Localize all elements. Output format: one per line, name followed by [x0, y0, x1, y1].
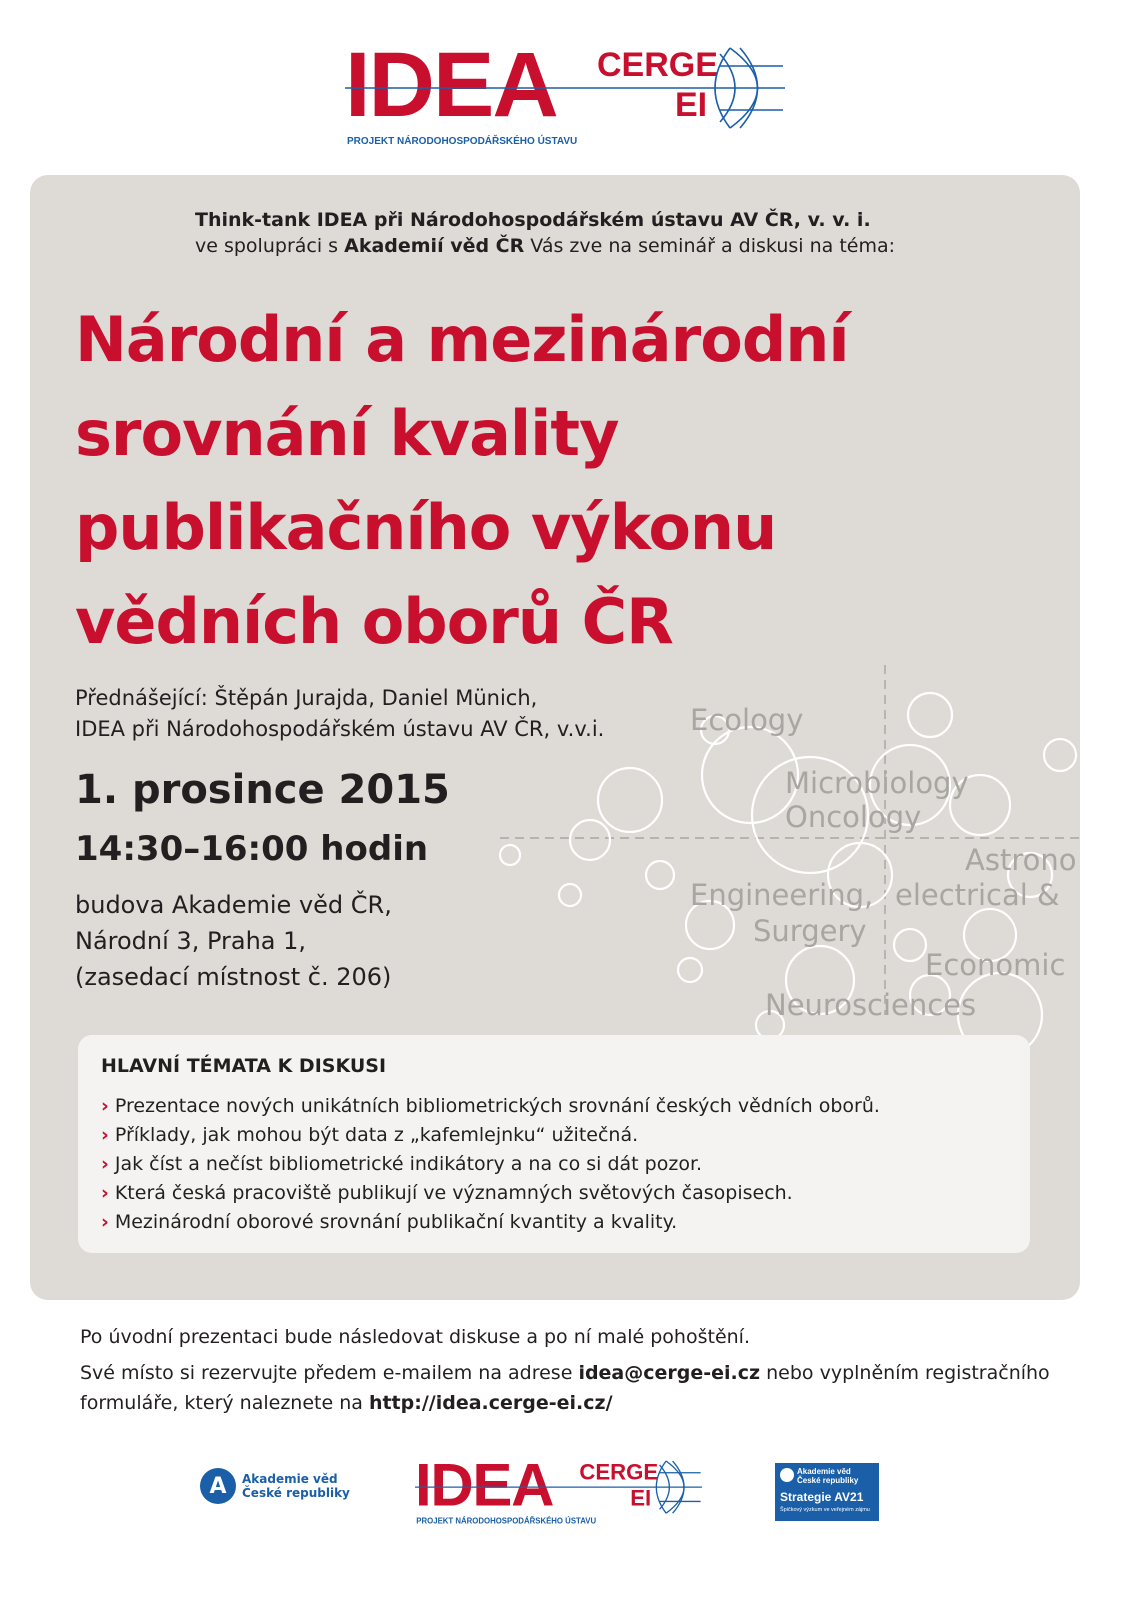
chevron-right-icon: › — [101, 1211, 109, 1233]
contact-email-link[interactable]: idea@cerge-ei.cz — [578, 1362, 761, 1384]
invitation-panel — [30, 175, 1080, 1300]
footer-info — [80, 1322, 1070, 1424]
list-item: › Příklady, jak mohou být data z „kafemlejnku“ užitečná. — [101, 1124, 639, 1146]
topics-list — [101, 1092, 880, 1237]
strategy-av21-logo — [775, 1463, 879, 1521]
registration-url-link[interactable]: http://idea.cerge-ei.cz/ — [368, 1392, 613, 1414]
field-economics: Economic — [925, 948, 1066, 982]
field-microbiology: Microbiology — [785, 766, 969, 800]
field-engineering: Engineering, — [690, 878, 874, 912]
logo-idea-text: IDEA — [345, 38, 557, 136]
venue-line: (zasedací místnost č. 206) — [75, 963, 392, 991]
event-time: 14:30–16:00 hodin — [75, 829, 429, 869]
list-item: › Která česká pracoviště publikují ve významných světových časopisech. — [101, 1182, 793, 1204]
title-line: srovnání kvality — [75, 397, 619, 470]
logo-ei-text: EI — [630, 1485, 652, 1511]
venue-line: budova Akademie věd ČR, — [75, 891, 392, 919]
strategy-logo-title: Strategie AV21 — [780, 1490, 864, 1504]
chevron-right-icon: › — [101, 1182, 109, 1204]
discussion-topics-box — [78, 1035, 1030, 1253]
logo-cerge-text: CERGE — [579, 1459, 659, 1485]
academy-logo-line: České republiky — [242, 1486, 350, 1500]
academy-of-sciences-logo — [200, 1468, 350, 1504]
speakers-affiliation: IDEA při Národohospodářském ústavu AV ČR, v.v.i. — [75, 717, 605, 741]
refreshment-note: Po úvodní prezentaci bude následovat diskuse a po ní malé pohoštění. — [80, 1326, 750, 1348]
topics-heading: HLAVNÍ TÉMATA K DISKUSI — [101, 1055, 387, 1077]
title-line: publikačního výkonu — [75, 491, 777, 564]
field-oncology: Oncology — [785, 800, 922, 834]
list-item: › Prezentace nových unikátních bibliometrických srovnání českých vědních oborů. — [101, 1095, 880, 1117]
field-surgery: Surgery — [753, 914, 867, 948]
venue-line: Národní 3, Praha 1, — [75, 927, 307, 955]
invitation-intro — [195, 207, 895, 259]
logo-cerge-text: CERGE — [597, 46, 718, 84]
chevron-right-icon: › — [101, 1124, 109, 1146]
field-electrical: electrical & — [895, 878, 1060, 912]
seminar-title — [75, 293, 1065, 669]
idea-cerge-ei-logo — [345, 38, 805, 153]
field-ecology: Ecology — [690, 703, 804, 737]
intro-organizer: Think-tank IDEA při Národohospodářském ústavu AV ČR, v. v. i. — [195, 209, 871, 231]
field-astronomy: Astrono — [965, 843, 1077, 877]
speakers — [75, 683, 604, 745]
strategy-logo-org: Akademie věd České republiky — [797, 1467, 859, 1485]
intro-invitation: ve spolupráci s Akademií věd ČR Vás zve na seminář a diskusi na téma: — [195, 235, 896, 257]
title-line: vědních oborů ČR — [75, 585, 673, 658]
logo-subtitle: PROJEKT NÁRODOHOSPODÁŘSKÉHO ÚSTAVU — [416, 1516, 597, 1526]
event-date: 1. prosince 2015 — [75, 767, 450, 813]
field-neurosciences: Neurosciences — [765, 988, 977, 1022]
academy-a-icon — [780, 1468, 794, 1482]
list-item: › Mezinárodní oborové srovnání publikační kvantity a kvality. — [101, 1211, 678, 1233]
logo-idea-text: IDEA — [415, 1453, 554, 1519]
title-line: Národní a mezinárodní — [75, 303, 849, 376]
event-venue — [75, 887, 392, 995]
idea-cerge-ei-logo-small — [415, 1453, 715, 1531]
speakers-names: Přednášející: Štěpán Jurajda, Daniel Münich, — [75, 686, 538, 710]
strategy-logo-tagline: Špičkový výzkum ve veřejném zájmu — [780, 1507, 870, 1513]
logo-subtitle: PROJEKT NÁRODOHOSPODÁŘSKÉHO ÚSTAVU — [347, 136, 578, 147]
logo-ei-text: EI — [675, 86, 708, 124]
chevron-right-icon: › — [101, 1153, 109, 1175]
academy-a-icon: A — [200, 1468, 236, 1504]
chevron-right-icon: › — [101, 1095, 109, 1117]
academy-logo-line: Akademie věd — [242, 1472, 338, 1486]
registration-note: Své místo si rezervujte předem e-mailem na adrese idea@cerge-ei.cz nebo vyplněním registračního formuláře, který naleznete na http://idea.cerge-ei.cz/ — [80, 1362, 1050, 1414]
list-item: › Jak číst a nečíst bibliometrické indikátory a na co si dát pozor. — [101, 1153, 703, 1175]
